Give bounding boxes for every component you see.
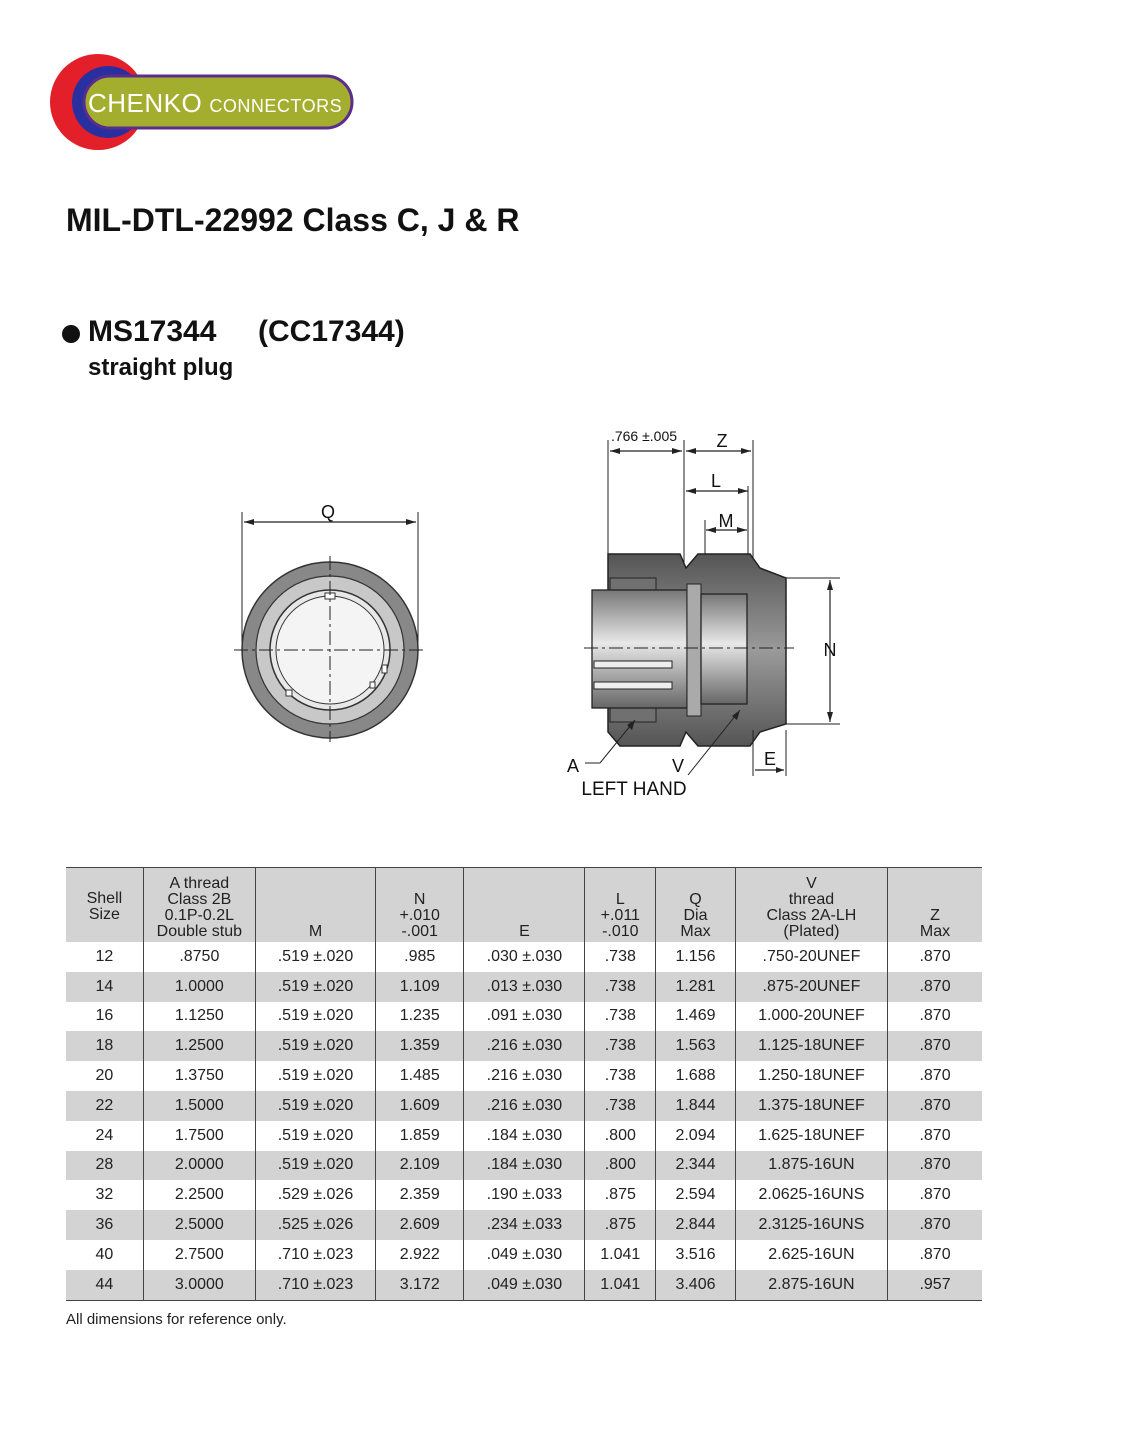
table-cell: 1.375-18UNEF	[735, 1091, 887, 1121]
table-cell: 1.688	[656, 1061, 736, 1091]
table-cell: .750-20UNEF	[735, 942, 887, 972]
table-cell: 1.609	[376, 1091, 464, 1121]
table-cell: 2.359	[376, 1180, 464, 1210]
table-row	[66, 1121, 982, 1151]
table-cell: 32	[95, 1186, 114, 1204]
table-cell: 1.041	[585, 1270, 656, 1300]
table-cell: .875	[585, 1210, 656, 1240]
column-header-line: Class 2B	[167, 891, 232, 908]
table-row	[66, 942, 982, 972]
table-cell: 1.000-20UNEF	[735, 1002, 887, 1032]
table-cell: .091 ±.030	[464, 1002, 585, 1032]
table-row	[66, 1240, 982, 1270]
table-row	[66, 1210, 982, 1240]
column-header-line: thread	[788, 891, 835, 908]
table-cell: 20	[95, 1067, 114, 1085]
table-row	[66, 1031, 982, 1061]
page-title: MIL-DTL-22992 Class C, J & R	[66, 202, 520, 238]
column-header	[464, 868, 585, 943]
table-cell: 1.625-18UNEF	[735, 1121, 887, 1151]
table-cell: .710 ±.023	[255, 1270, 375, 1300]
column-header-line: Double stub	[156, 923, 243, 940]
table-cell: .190 ±.033	[464, 1180, 585, 1210]
table-cell: .519 ±.020	[255, 1061, 375, 1091]
table-cell: 28	[66, 1151, 143, 1181]
column-header	[656, 868, 736, 943]
table-cell: .870	[888, 1210, 982, 1240]
column-header-line: Class 2A-LH	[766, 907, 857, 924]
table-cell: 1.281	[656, 972, 736, 1002]
table-cell: 2.609	[376, 1210, 464, 1240]
table-cell: .870	[888, 1061, 982, 1091]
label-v: V	[671, 756, 685, 776]
table-header-row	[66, 868, 982, 943]
column-header-line: A thread	[169, 875, 230, 892]
table-cell: 18	[66, 1031, 143, 1061]
column-header	[143, 868, 255, 943]
table-cell: .216 ±.030	[464, 1031, 585, 1061]
table-cell: .738	[585, 1002, 656, 1032]
table-cell: 3.172	[376, 1270, 464, 1300]
table-cell: .049 ±.030	[464, 1240, 585, 1270]
table-cell: .184 ±.030	[464, 1121, 585, 1151]
table-cell: .870	[888, 1002, 982, 1032]
logo-brand: CHENKO	[88, 88, 203, 118]
table-cell: 2.875-16UN	[735, 1270, 887, 1300]
table-cell: .519 ±.020	[255, 972, 375, 1002]
table-cell: .870	[888, 1031, 982, 1061]
table-cell: .519 ±.020	[255, 1121, 375, 1151]
table-cell: .529 ±.026	[255, 1180, 375, 1210]
table-cell: 1.156	[656, 942, 736, 972]
column-header	[376, 868, 464, 943]
footnote: All dimensions for reference only.	[66, 1311, 287, 1328]
table-cell: .710 ±.023	[255, 1240, 375, 1270]
column-header-line: Q	[689, 891, 702, 908]
table-cell: 1.250-18UNEF	[735, 1061, 887, 1091]
column-header-line: Max	[680, 923, 711, 940]
column-header	[585, 868, 656, 943]
table-cell: 1.125-18UNEF	[735, 1031, 887, 1061]
dimensions-table	[66, 867, 982, 1301]
table-cell: .525 ±.026	[255, 1210, 375, 1240]
table-cell: 2.109	[376, 1151, 464, 1181]
table-cell: 44	[66, 1270, 143, 1300]
table-cell: 1.359	[376, 1031, 464, 1061]
front-view	[234, 502, 426, 742]
table-cell: 14	[66, 972, 143, 1002]
table-cell: .870	[888, 1151, 982, 1181]
label-l: L	[710, 471, 722, 491]
column-header-line: +.011	[600, 907, 640, 924]
table-cell: .519 ±.020	[255, 942, 375, 972]
table-cell: .216 ±.030	[464, 1061, 585, 1091]
column-header-line: M	[308, 923, 323, 940]
column-header	[888, 868, 982, 943]
table-cell: 1.041	[585, 1240, 656, 1270]
column-header-line: E	[519, 923, 530, 940]
table-cell: .049 ±.030	[464, 1270, 585, 1300]
table-row	[66, 972, 982, 1002]
table-cell: 3.0000	[143, 1270, 255, 1300]
table-cell: 1.2500	[143, 1031, 255, 1061]
table-cell: 16	[95, 1007, 114, 1025]
table-cell: .738	[585, 1091, 656, 1121]
table-cell: .519 ±.020	[255, 1002, 375, 1032]
table-cell: .875-20UNEF	[735, 972, 887, 1002]
table-cell: .870	[888, 1180, 982, 1210]
table-cell: 3.516	[656, 1240, 736, 1270]
table-cell: 40	[95, 1245, 114, 1263]
table-cell: 1.485	[376, 1061, 464, 1091]
table-cell: .519 ±.020	[255, 1091, 375, 1121]
label-left-hand: LEFT HAND	[581, 779, 687, 800]
column-header	[255, 868, 375, 943]
table-cell: 2.844	[656, 1210, 736, 1240]
side-view	[567, 428, 840, 800]
table-row	[66, 1270, 982, 1300]
table-row	[66, 1180, 982, 1210]
bullet-dot	[62, 325, 80, 343]
label-766: .766 ±.005	[610, 428, 678, 444]
table-row	[66, 1061, 982, 1091]
table-cell: .985	[376, 942, 464, 972]
table-cell: .234 ±.033	[464, 1210, 585, 1240]
table-cell: 1.875-16UN	[735, 1151, 887, 1181]
column-header-line: -.010	[602, 923, 639, 940]
table-cell: 2.922	[376, 1240, 464, 1270]
column-header	[66, 868, 143, 943]
column-header-line: Shell	[86, 890, 123, 907]
column-header-line: Dia	[683, 907, 708, 924]
table-cell: .738	[585, 1031, 656, 1061]
table-cell: 2.7500	[143, 1240, 255, 1270]
table-cell: 1.235	[376, 1002, 464, 1032]
table-cell: .030 ±.030	[464, 942, 585, 972]
table-cell: .738	[585, 1061, 656, 1091]
table-cell: 1.0000	[143, 972, 255, 1002]
table-cell: 1.3750	[143, 1061, 255, 1091]
column-header-line: (Plated)	[783, 923, 840, 940]
label-a: A	[566, 756, 580, 776]
table-cell: .870	[888, 1121, 982, 1151]
table-cell: 24	[95, 1126, 114, 1144]
table-cell: 1.844	[656, 1091, 736, 1121]
technical-drawing	[220, 420, 870, 810]
table-cell: .800	[585, 1121, 656, 1151]
column-header-line: N	[413, 891, 426, 908]
table-cell: 12	[95, 947, 114, 965]
part-description: straight plug	[88, 354, 234, 381]
table-cell: 2.094	[656, 1121, 736, 1151]
label-m: M	[718, 511, 734, 531]
logo-suffix: CONNECTORS	[209, 96, 343, 116]
column-header-line: L	[615, 891, 625, 908]
label-q: Q	[320, 502, 336, 522]
table-row	[66, 1091, 982, 1121]
label-n: N	[823, 640, 837, 660]
table-cell: 2.2500	[143, 1180, 255, 1210]
label-z: Z	[716, 431, 728, 451]
column-header-line: -.001	[401, 923, 438, 940]
table-cell: .870	[888, 972, 982, 1002]
table-cell: 1.109	[376, 972, 464, 1002]
table-cell: .870	[888, 1091, 982, 1121]
table-cell: .800	[585, 1151, 656, 1181]
table-cell: 1.859	[376, 1121, 464, 1151]
table-cell: .870	[888, 1240, 982, 1270]
part-number: MS17344	[88, 315, 217, 348]
table-cell: 2.0625-16UNS	[735, 1180, 887, 1210]
table-body	[66, 942, 982, 1300]
table-row	[66, 1002, 982, 1032]
table-cell: .519 ±.020	[255, 1031, 375, 1061]
table-cell: 1.1250	[143, 1002, 255, 1032]
table-cell: 1.469	[656, 1002, 736, 1032]
table-cell: 1.563	[656, 1031, 736, 1061]
column-header-line: Z	[930, 907, 940, 924]
table-cell: 36	[66, 1210, 143, 1240]
table-cell: 2.344	[656, 1151, 736, 1181]
table-cell: 1.7500	[143, 1121, 255, 1151]
part-alt-number: (CC17344)	[258, 315, 405, 348]
table-cell: .738	[585, 942, 656, 972]
column-header-line: Max	[919, 923, 951, 940]
table-cell: .216 ±.030	[464, 1091, 585, 1121]
table-cell: .875	[585, 1180, 656, 1210]
table-row	[66, 1151, 982, 1181]
table-cell: 1.5000	[143, 1091, 255, 1121]
column-header	[735, 868, 887, 943]
table-cell: 2.5000	[143, 1210, 255, 1240]
label-e: E	[763, 749, 777, 769]
table-cell: 2.625-16UN	[735, 1240, 887, 1270]
table-cell: 3.406	[656, 1270, 736, 1300]
column-header-line: Size	[88, 906, 120, 923]
table-cell: 2.594	[656, 1180, 736, 1210]
table-cell: .013 ±.030	[464, 972, 585, 1002]
table-cell: .870	[888, 942, 982, 972]
logo-text	[88, 88, 342, 119]
table-cell: .738	[585, 972, 656, 1002]
table-cell: 2.3125-16UNS	[735, 1210, 887, 1240]
column-header-line: V	[806, 875, 817, 892]
column-header-line: 0.1P-0.2L	[164, 907, 235, 924]
table-cell: 22	[66, 1091, 143, 1121]
table-cell: .957	[888, 1270, 982, 1300]
table-cell: 2.0000	[143, 1151, 255, 1181]
table-cell: .184 ±.030	[464, 1151, 585, 1181]
table-cell: .8750	[143, 942, 255, 972]
column-header-line: +.010	[399, 907, 440, 924]
table-cell: .519 ±.020	[255, 1151, 375, 1181]
